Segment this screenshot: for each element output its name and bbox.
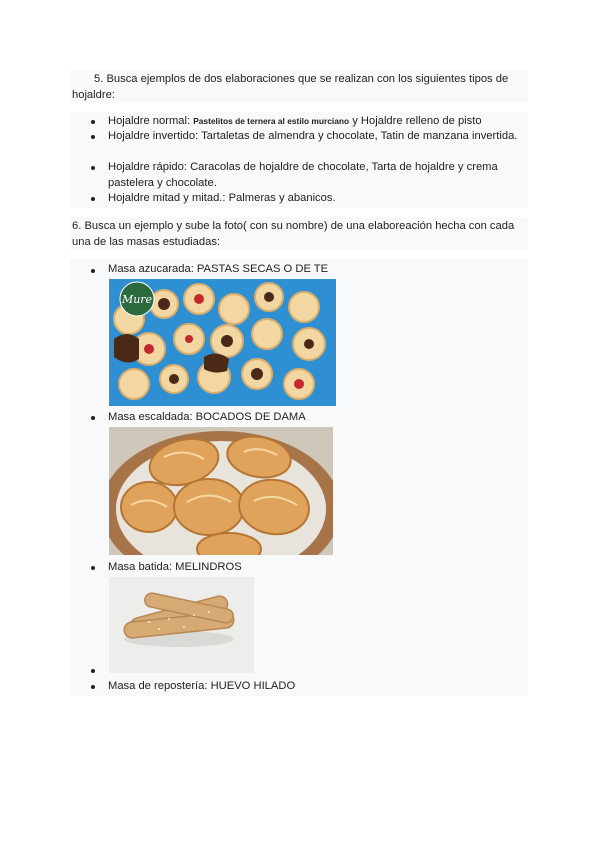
list-item: Masa azucarada: PASTAS SECAS O DE TE	[108, 263, 329, 275]
question-5-title: 5. Busca ejemplos de dos elaboraciones que se realizan con los siguientes tipos de hojaldre:	[72, 73, 509, 101]
list-item: Hojaldre rápido: Caracolas de hojaldre de chocolate, Tarta de hojaldre y crema pastelera y chocolate.	[108, 161, 498, 189]
bullet	[91, 197, 95, 201]
list-item: Hojaldre invertido: Tartaletas de almendra y chocolate, Tatin de manzana invertida.	[108, 130, 518, 142]
mure-logo: Mure	[121, 293, 153, 306]
bullet	[91, 120, 95, 124]
list-item: Masa batida: MELINDROS	[108, 561, 242, 573]
bullet	[91, 669, 95, 673]
melindros-photo	[109, 577, 254, 673]
list-item: Hojaldre normal: Pastelitos de ternera al estilo murciano y Hojaldre relleno de pisto	[108, 115, 482, 127]
bullet	[91, 416, 95, 420]
bullet	[91, 566, 95, 570]
list-item: Masa de repostería: HUEVO HILADO	[108, 680, 296, 692]
question-6-title: 6. Busca un ejemplo y sube la foto( con su nombre) de una elaboreación hecha con cada una de las masas estudiadas:	[72, 220, 515, 248]
pastas-secas-photo	[109, 279, 336, 406]
bullet	[91, 166, 95, 170]
list-item: Masa escaldada: BOCADOS DE DAMA	[108, 411, 306, 423]
bullet	[91, 685, 95, 689]
bullet	[91, 269, 95, 273]
list-item: Hojaldre mitad y mitad.: Palmeras y abanicos.	[108, 192, 336, 204]
bullet	[91, 135, 95, 139]
bocados-de-dama-photo	[109, 427, 333, 555]
